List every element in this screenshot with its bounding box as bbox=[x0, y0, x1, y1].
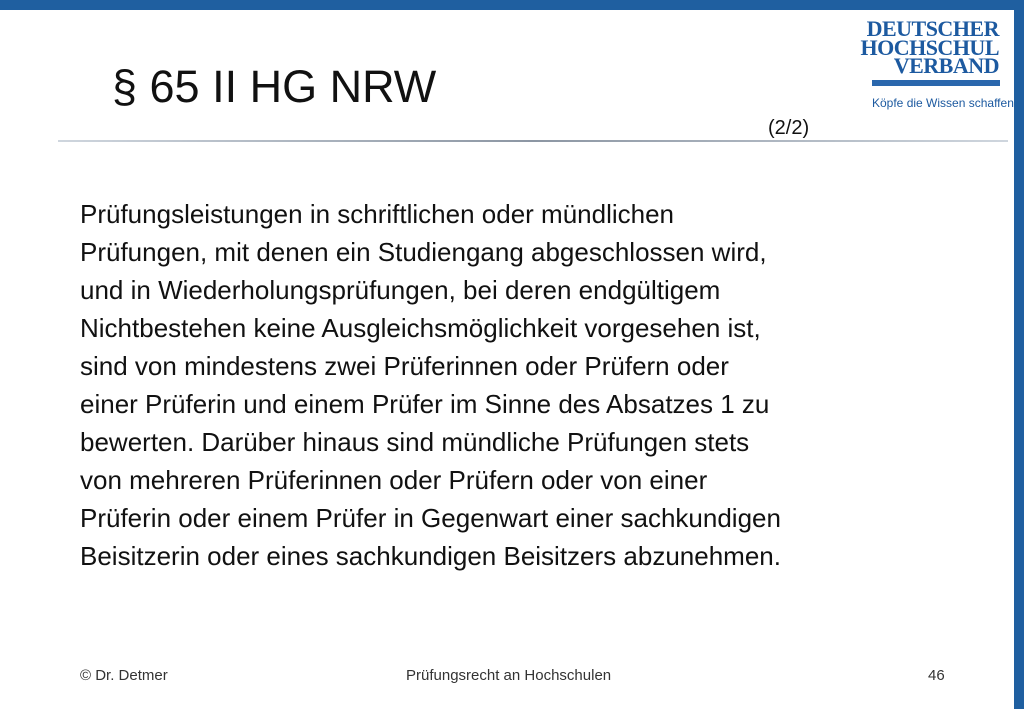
slide-title: § 65 II HG NRW bbox=[112, 61, 437, 112]
body-line: und in Wiederholungsprüfungen, bei deren endgültigem bbox=[80, 275, 721, 305]
body-line: Beisitzerin oder eines sachkundigen Beisitzers abzunehmen. bbox=[80, 541, 781, 571]
body-line: Nichtbestehen keine Ausgleichsmöglichkeit vorgesehen ist, bbox=[80, 313, 761, 343]
logo-line-1: DEUTSCHER bbox=[866, 16, 999, 41]
right-accent-bar bbox=[1014, 0, 1024, 709]
top-accent-bar bbox=[0, 0, 1024, 10]
footer-topic: Prüfungsrecht an Hochschulen bbox=[406, 667, 612, 684]
title-divider bbox=[58, 140, 1008, 142]
body-line: Prüferin oder einem Prüfer in Gegenwart einer sachkundigen bbox=[80, 503, 781, 533]
logo-underline bbox=[872, 80, 1000, 86]
page-indicator: (2/2) bbox=[768, 117, 810, 139]
footer-page-number: 46 bbox=[928, 667, 945, 684]
body-text bbox=[80, 195, 960, 575]
logo-tagline: Köpfe die Wissen schaffen bbox=[872, 96, 1014, 110]
body-line: einer Prüferin und einem Prüfer im Sinne des Absatzes 1 zu bbox=[80, 389, 770, 419]
logo-line-2: HOCHSCHUL bbox=[860, 35, 999, 60]
body-line: sind von mindestens zwei Prüferinnen oder Prüfern oder bbox=[80, 351, 729, 381]
body-line: Prüfungsleistungen in schriftlichen oder mündlichen bbox=[80, 199, 675, 229]
body-line: bewerten. Darüber hinaus sind mündliche Prüfungen stets bbox=[80, 427, 750, 457]
logo-line-3: VERBAND bbox=[893, 53, 999, 78]
body-line: von mehreren Prüferinnen oder Prüfern oder von einer bbox=[80, 465, 708, 495]
body-line: Prüfungen, mit denen ein Studiengang abgeschlossen wird, bbox=[80, 237, 767, 267]
footer-author: © Dr. Detmer bbox=[80, 667, 168, 684]
